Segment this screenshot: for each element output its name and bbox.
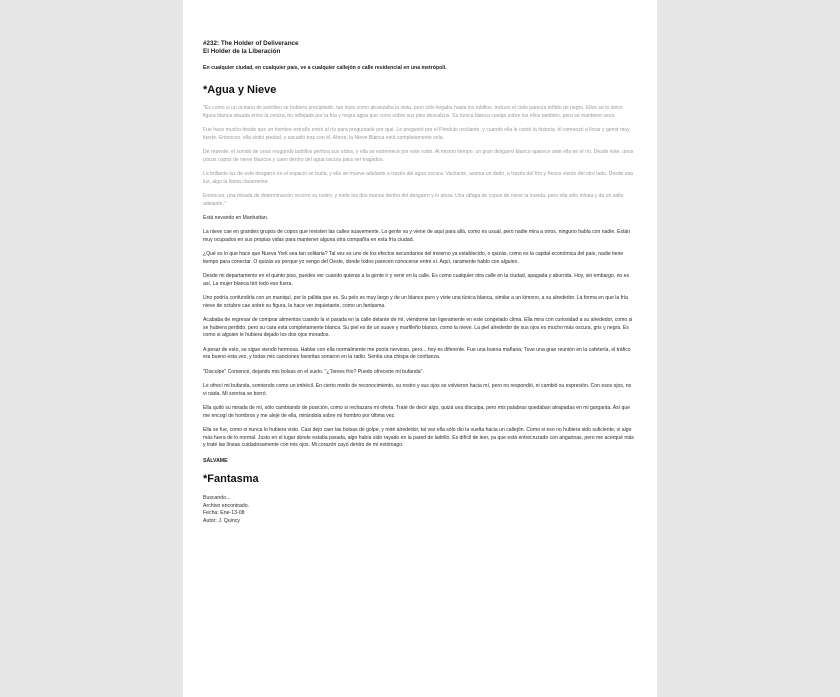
section-heading-agua-y-nieve: *Agua y Nieve [203, 83, 277, 96]
footer-line: Fecha: Ene-13-08 [203, 510, 245, 517]
paragraph: Entonces, una mirada de determinación recorre su rostro, y mete los dos manos dentro del desgarro y lo atora. Una ráfaga de copos de nieve la inunda, pero ella sólo inhala y da un salto adelante." [203, 192, 624, 207]
intro-text: En cualquier ciudad, en cualquier país, ve a cualquier callejón o calle residencial en una metrópoli. [203, 65, 447, 72]
signature-text: SÁLVAME [203, 457, 228, 464]
document-page [183, 0, 657, 697]
paragraph: De repente, el sonido de unos resgando ladrillos perfora sus oídos, y ella se estremece por este ruido. Al mismo tiempo, un gran desgarro blanco aparece ante ella en el río. Desde éste, unos pocos copos de nieve blancos y caen dentro del agua oscura para ser tragados. [203, 148, 634, 163]
paragraph: "Es como si un océano de petróleo se hubiera precipitado, tan lejos como alcanzaba la vista, pero sólo llegaba hasta los tobillos. Incluso el cielo parecía teñido de negro. Ellos se lo único figura blanca situada entre la ceniza, no reflejada por la fría y negra agua que corre sobre sus pies descalzos. Su túnica blanca cuelga sobre los ellos también, pero se mantiene seca. [203, 104, 623, 119]
section-heading-fantasma: *Fantasma [203, 472, 259, 485]
title-line-2: El Holder de la Liberación [203, 47, 281, 55]
paragraph: A pesar de esto, se sigue viendo hermosa. Hablar con ella normalmente me ponía nervioso, pero... hoy es diferente. Fue una buena mañana; Tuve una gran reunión en la cafetería, el tráfico era bueno esta vez, y todas mis canciones favoritas sonaron en la radio. Sentía una chispa de confianza. [203, 346, 631, 361]
paragraph: Desde mi departamento en el quinto piso, puedes ver cuando quieras a la gente ir y venir en la calle. Es como cualquier otra calle en la ciudad, apagada y aburrida. Hoy, sin embargo, no es así. La mujer blanca tiró todo eso fuera. [203, 273, 630, 287]
document-title [203, 40, 635, 55]
paragraph: Ella quitó su mirada de mí, sólo cambiando de posición, como si rechazara mi oferta. Traté de decir algo, quizá una disculpa, pero mis palabras quedaban atrapadas en mi garganta. Así que me encogí de hombros y me alejé de ella, mirándola sobre mi hombro por última vez. [203, 405, 630, 419]
paragraph: La brillante luz de este desgarro en el espacio se burla, y ella se mueve adelante a través del agua oscura. Vacilante, asoma un dedo, a través del frío y fresco viento del otro lado. Desde esa luz, algo la llama claramente. [203, 170, 634, 185]
footer-line: Autor: J. Quincy [203, 517, 240, 524]
paragraph: ¿Qué es lo que hace que Nueva York sea tan solitaria? Tal vez es uno de los efectos secundarios del invierno ya establecido, o quizás, como es la capital económica del país, nadie tiene tiempo para conectar. O quizás es porque yo vengo del Oeste, donde todos parecen conocerse entre sí. Aquí, raramente hablo con alguien. [203, 251, 624, 265]
paragraph: Fue hace mucho desde que un hombre extraño entró al río para preguntarle por qué. Le preguntó por el Péndulo oscilante, y cuando ella le contó la historia, él comenzó a llorar y gemir muy fuerte. Entonces, ella sintió piedad, y sacudió tras con él. Ahora, la Nieve Blanca está completamente sola. [203, 126, 630, 141]
paragraph: "Disculpe" Comencé, dejando mis bolsas en el suelo. "¿Tienes frío? Puedo ofrecerte mi bufanda". [203, 368, 424, 375]
file-footer [203, 495, 635, 525]
paragraph: Acababa de regresar de comprar alimentos cuando la vi parada en la calle delante de mí, viéndome tan ligeramente en este congelado clima. Ella mira con curiosidad a su alrededor, como si se hubiera perdido, pero su cara está completamente blanca. Su piel es de un suave y marfileño blanco, como la nieve. La piel alrededor de sus ojos es mucho más oscura, gris y negra. Es como si alguien le hubiera dejado los dos ojos morados. [203, 317, 633, 339]
document-content [203, 40, 635, 525]
paragraph: Ella se fue, como si nunca lo hubiera visto. Casi dejo caer las bolsas de golpe, y miré alrededor, tal vez ella sólo dio la vuelta hacia un callejón. Como si eso no hubiera sido suficiente, vi algo más fuera de lo normal. Justo en el lugar donde estaba parada, algo había sido rayado en la pared de ladrillo. Es difícil de leer, ya que está entrecruzado con angarinas, pero me acerqué más y traté las líneas cuidadosamente con mis ojos. Mi corazón cayó dentro de mi estómago. [203, 427, 634, 449]
paragraph: Le ofrecí mi bufanda, sonriendo como un imbécil. En cierto modo de reconocimiento, su rostro y sus ojos se volvieron hacia mí, pero no respondió, ni cambió su expresión. Con esos ojos, no vi nada. Mi sonrisa se borró. [203, 383, 632, 397]
title-line-1: #232: The Holder of Deliverance [203, 40, 299, 47]
paragraph: Uno podría confundirla con un maniquí, por lo pálida que es. Su pelo es muy largo y de un blanco puro y viste una túnica blanca, similar a un kimono, a su alrededor. La forma en que la fría nieve de octubre cae sobre su figura, la hace ver inquietante, como un fantasma. [203, 295, 629, 309]
footer-line: Buscando... [203, 494, 231, 501]
paragraph: La nieve cae en grandes grupos de copos que revisten las calles suavemente. La gente va y viene de aquí para allá, como es usual, pero nadie mira a otros, ninguno habla con nadie. Están muy ocupados en sus propias vidas para mantener alguna otra compañía en esta fría ciudad. [203, 229, 631, 243]
paragraph: Está nevando en Manhattan. [203, 214, 269, 221]
footer-line: Archivo encontrado. [203, 502, 250, 509]
